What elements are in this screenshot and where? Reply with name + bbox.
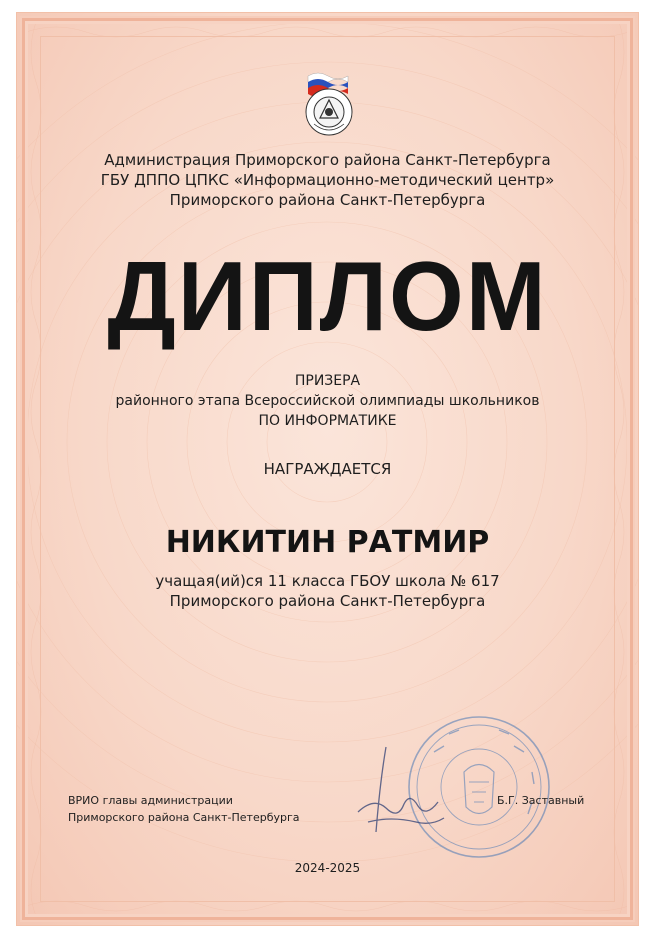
document-title: ДИПЛОМ bbox=[107, 241, 548, 351]
certificate-sheet bbox=[16, 12, 639, 926]
organizer-line-1: Администрация Приморского района Санкт-Петербурга bbox=[104, 151, 551, 169]
signatory-position-line-2: Приморского района Санкт-Петербурга bbox=[68, 811, 300, 824]
winner-name: НИКИТИН РАТМИР bbox=[165, 525, 490, 560]
award-label: НАГРАЖДАЕТСЯ bbox=[263, 460, 392, 478]
organizer-line-2: ГБУ ДППО ЦПКС «Информационно-методический центр» bbox=[100, 171, 555, 189]
signatory-position-line-1: ВРИО главы администрации bbox=[68, 794, 233, 807]
handwritten-signature-icon bbox=[346, 742, 456, 842]
school-line-2: Приморского района Санкт-Петербурга bbox=[169, 592, 486, 610]
organizer-line-3: Приморского района Санкт-Петербурга bbox=[169, 191, 486, 209]
olympiad-emblem-icon bbox=[294, 70, 364, 142]
olympiad-subject: ПО ИНФОРМАТИКЕ bbox=[258, 413, 397, 429]
school-line-1: учащая(ий)ся 11 класса ГБОУ школа № 617 bbox=[155, 572, 500, 590]
olympiad-stage: районного этапа Всероссийской олимпиады школьников bbox=[115, 393, 540, 409]
academic-year: 2024-2025 bbox=[294, 861, 361, 875]
signatory-name: Б.Г. Заставный bbox=[497, 794, 585, 807]
award-rank: ПРИЗЕРА bbox=[294, 373, 361, 389]
